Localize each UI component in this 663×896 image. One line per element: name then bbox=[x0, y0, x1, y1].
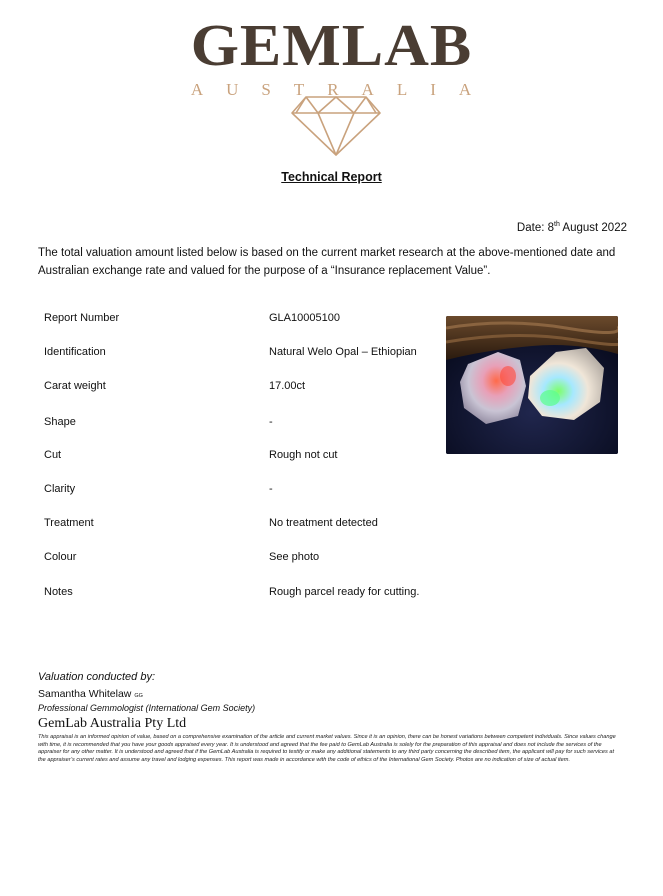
gemmologist-suffix: GG bbox=[134, 693, 143, 699]
intro-paragraph: The total valuation amount listed below is based on the current market research at the above-mentioned date and Australian exchange rate and valued for the purpose of a “Insurance replacement Value”. bbox=[38, 247, 616, 277]
detail-value: Natural Welo Opal – Ethiopian bbox=[269, 346, 417, 358]
detail-value: - bbox=[269, 416, 273, 428]
detail-value: Rough not cut bbox=[269, 449, 338, 461]
disclaimer: This appraisal is an informed opinion of value, based on a comprehensive examination of the article and current market values. Since it is an opinion, there can be honest variations between competent individuals. Since values change with time, it is recommended that you have your goods appraised every year. It is understood and agreed that the fee paid to GemLab Australia is solely for the preparation of this appraisal and does not include the services of the appraiser for any other matter. It is understood and agreed that if the GemLab Australia is required to testify or make any additional statements to any third party concerning the described item, the applicant will pay for such services at the appraiser’s current rates and assume any travel and lodging expenses. This report was made in accordance with the code of ethics of the International Gem Society. Photos are no indication of size of actual item. bbox=[38, 734, 616, 763]
detail-value: No treatment detected bbox=[269, 517, 378, 529]
detail-value: 17.00ct bbox=[269, 380, 306, 392]
opal-image bbox=[446, 316, 618, 454]
detail-label: Carat weight bbox=[44, 380, 106, 392]
valuation-heading: Valuation conducted by: bbox=[38, 671, 156, 683]
gemmologist-role: Professional Gemmologist (International Gem Society) bbox=[38, 703, 256, 713]
logo bbox=[0, 14, 663, 100]
detail-label: Notes bbox=[44, 586, 73, 598]
gemmologist-name bbox=[38, 688, 143, 700]
company-name: GemLab Australia Pty Ltd bbox=[38, 716, 187, 731]
date-ordinal: th bbox=[554, 221, 560, 228]
diamond-icon bbox=[290, 95, 382, 157]
detail-value: See photo bbox=[269, 551, 320, 563]
detail-label: Treatment bbox=[44, 517, 94, 529]
detail-label: Report Number bbox=[44, 312, 120, 324]
date-rest: August 2022 bbox=[559, 221, 627, 234]
gem-photo bbox=[446, 316, 618, 454]
gemmologist-name-text: Samantha Whitelaw bbox=[38, 688, 132, 700]
report-title: Technical Report bbox=[281, 170, 382, 184]
report-date bbox=[517, 221, 627, 234]
logo-wordmark: GEMLAB bbox=[190, 13, 473, 79]
date-label: Date: 8 bbox=[516, 221, 554, 234]
detail-label: Colour bbox=[44, 551, 77, 563]
detail-label: Cut bbox=[44, 449, 62, 461]
detail-value: - bbox=[269, 483, 273, 495]
detail-label: Clarity bbox=[44, 483, 76, 495]
logo-subtitle: AUSTRALIA bbox=[190, 80, 495, 99]
detail-value: GLA10005100 bbox=[269, 312, 340, 324]
detail-label: Identification bbox=[44, 346, 106, 358]
detail-value: Rough parcel ready for cutting. bbox=[269, 586, 420, 598]
detail-label: Shape bbox=[44, 416, 76, 428]
